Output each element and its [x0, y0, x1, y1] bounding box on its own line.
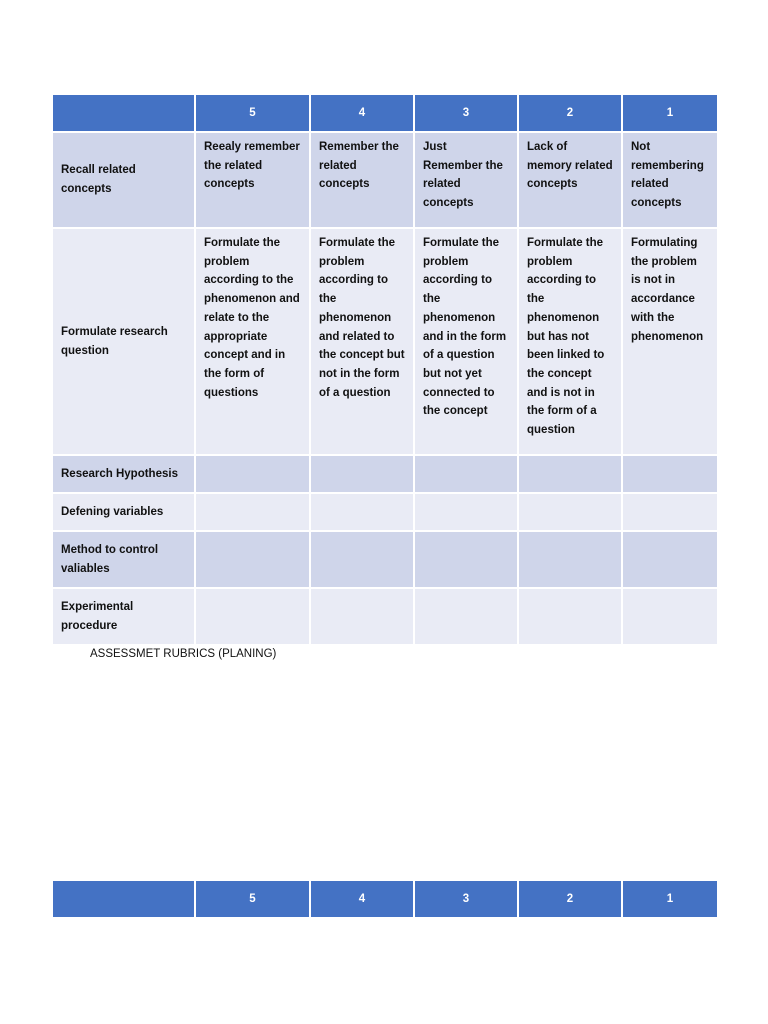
descriptor-cell-2: Formulate the problem according to the phenomenon but has not been linked to the concept and is not in the form of a question	[518, 228, 622, 455]
descriptor-cell-5: Reealy remember the related concepts	[195, 132, 310, 228]
descriptor-cell-1: Formulating the problem is not in accordance with the phenomenon	[622, 228, 718, 455]
table-caption: ASSESSMET RUBRICS (PLANING)	[90, 648, 277, 660]
descriptor-cell-3	[414, 531, 518, 588]
descriptor-cell-4: Formulate the problem according to the phenomenon and related to the concept but not in the form of a question	[310, 228, 414, 455]
header-cell-score-5: 5	[195, 880, 310, 918]
table-row-variables	[52, 493, 718, 531]
header-cell-criteria	[52, 880, 195, 918]
criterion-cell: Formulate research question	[52, 228, 195, 455]
table-row-recall	[52, 132, 718, 228]
table-row-research-question	[52, 228, 718, 455]
descriptor-cell-2	[518, 588, 622, 645]
header-cell-score-2: 2	[518, 94, 622, 132]
table-row-control-method	[52, 531, 718, 588]
descriptor-cell-1	[622, 531, 718, 588]
header-cell-score-4: 4	[310, 880, 414, 918]
descriptor-cell-5: Formulate the problem according to the phenomenon and relate to the appropriate concept and in the form of questions	[195, 228, 310, 455]
descriptor-cell-3	[414, 493, 518, 531]
table-row-procedure	[52, 588, 718, 645]
descriptor-cell-5	[195, 455, 310, 493]
header-cell-score-3: 3	[414, 94, 518, 132]
rubric-table-second	[51, 879, 719, 919]
descriptor-cell-4	[310, 455, 414, 493]
criterion-cell: Recall related concepts	[52, 132, 195, 228]
descriptor-cell-2	[518, 493, 622, 531]
criterion-cell: Defening variables	[52, 493, 195, 531]
table-header-row	[52, 94, 718, 132]
criterion-cell: Research Hypothesis	[52, 455, 195, 493]
descriptor-cell-5	[195, 588, 310, 645]
descriptor-cell-4	[310, 493, 414, 531]
header-cell-score-3: 3	[414, 880, 518, 918]
table-row-hypothesis	[52, 455, 718, 493]
descriptor-cell-1	[622, 455, 718, 493]
descriptor-cell-5	[195, 493, 310, 531]
descriptor-cell-3: Formulate the problem according to the phenomenon and in the form of a question but not yet connected to the concept	[414, 228, 518, 455]
descriptor-cell-1: Not remembering related concepts	[622, 132, 718, 228]
table-header-row	[52, 880, 718, 918]
header-cell-score-5: 5	[195, 94, 310, 132]
descriptor-cell-2: Lack of memory related concepts	[518, 132, 622, 228]
descriptor-cell-2	[518, 455, 622, 493]
descriptor-cell-4: Remember the related concepts	[310, 132, 414, 228]
header-cell-score-2: 2	[518, 880, 622, 918]
rubric-table-planning	[51, 93, 719, 646]
descriptor-cell-3	[414, 588, 518, 645]
descriptor-cell-3	[414, 455, 518, 493]
descriptor-cell-3: Just Remember the related concepts	[414, 132, 518, 228]
descriptor-cell-2	[518, 531, 622, 588]
criterion-cell: Method to control valiables	[52, 531, 195, 588]
header-cell-score-1: 1	[622, 880, 718, 918]
header-cell-criteria	[52, 94, 195, 132]
descriptor-cell-1	[622, 588, 718, 645]
descriptor-cell-5	[195, 531, 310, 588]
descriptor-cell-4	[310, 588, 414, 645]
header-cell-score-1: 1	[622, 94, 718, 132]
descriptor-cell-4	[310, 531, 414, 588]
criterion-cell: Experimental procedure	[52, 588, 195, 645]
descriptor-cell-1	[622, 493, 718, 531]
header-cell-score-4: 4	[310, 94, 414, 132]
